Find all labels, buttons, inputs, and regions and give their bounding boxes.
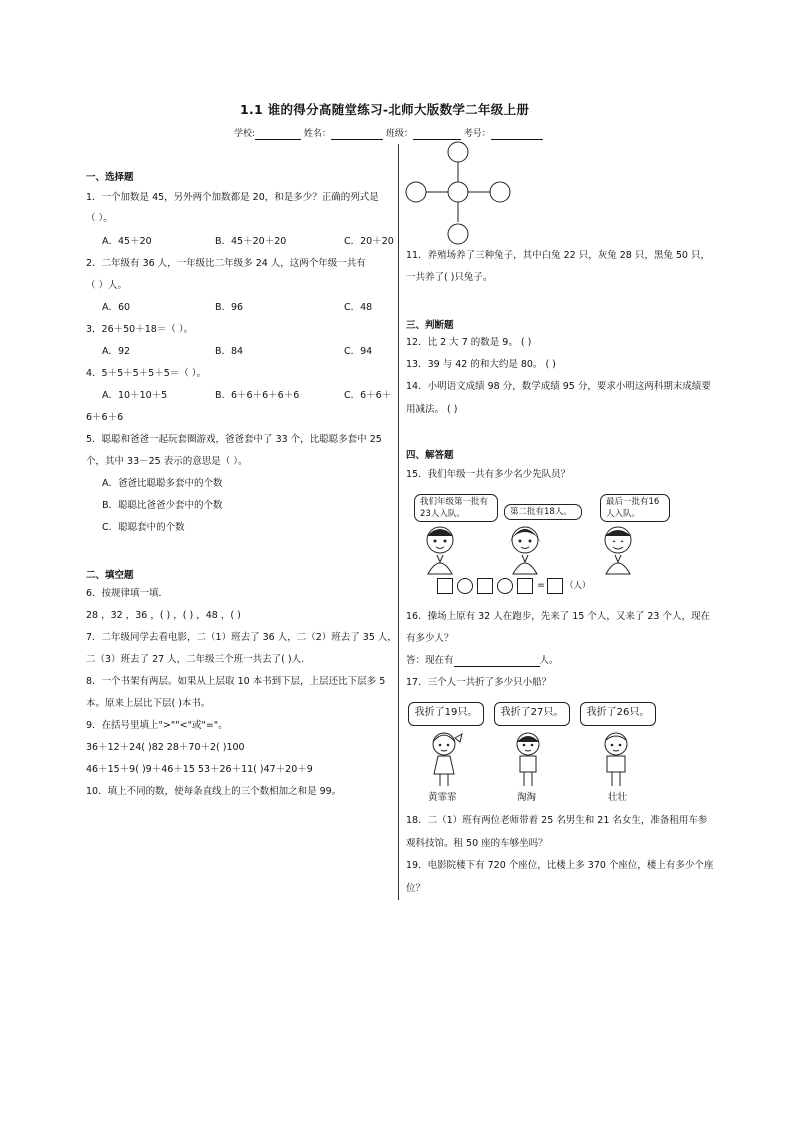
question-13[interactable]: 13．39 与 42 的和大约是 80。 ( ) bbox=[406, 359, 556, 370]
class-blank[interactable] bbox=[413, 129, 461, 140]
question-15: 15．我们年级一共有多少名少先队员？ bbox=[406, 469, 571, 480]
q5-option-b[interactable]: B．聪聪比爸爸少套中的个数 bbox=[102, 500, 223, 511]
q15-equals: = bbox=[537, 580, 545, 591]
q10-cross-diagram bbox=[404, 140, 516, 248]
question-14: 14．小明语文成绩 98 分，数学成绩 95 分，要求小明这两科期末成绩要 bbox=[406, 381, 711, 392]
question-2-cont: （ ）人。 bbox=[86, 280, 128, 291]
q15-unit: （人） bbox=[565, 581, 591, 591]
q16-answer-blank[interactable] bbox=[454, 656, 540, 667]
question-2: 2．二年级有 36 人，一年级比二年级多 24 人，这两个年级一共有 bbox=[86, 258, 366, 269]
question-19-cont: 位？ bbox=[406, 883, 426, 894]
question-9: 9．在括号里填上">""<"或"="。 bbox=[86, 720, 228, 731]
boy-zhuangzhuang-figure bbox=[605, 733, 627, 786]
question-17: 17．三个人一共折了多少只小船？ bbox=[406, 677, 552, 688]
q4-option-c-cont: 6＋6＋6 bbox=[86, 412, 124, 423]
question-6: 6．按规律填一填． bbox=[86, 588, 169, 599]
q15-answer-box-1[interactable] bbox=[437, 578, 453, 594]
q5-option-c[interactable]: C．聪聪套中的个数 bbox=[102, 522, 185, 533]
exam-no-blank[interactable] bbox=[491, 129, 543, 140]
question-18: 18．二（1）班有两位老师带着 25 名男生和 21 名女生，准备租用车参 bbox=[406, 815, 708, 826]
q1-option-a[interactable]: A．45＋20 bbox=[102, 236, 152, 247]
school-blank[interactable] bbox=[255, 129, 301, 140]
q15-answer-box-2[interactable] bbox=[477, 578, 493, 594]
q15-operator-circle-2[interactable] bbox=[497, 578, 513, 594]
q9-row-1[interactable]: 36＋12＋24( )82 28＋70＋2( )100 bbox=[86, 742, 245, 753]
question-16: 16．操场上原有 32 人在跑步，先来了 15 个人，又来了 23 个人，现在 bbox=[406, 611, 710, 622]
q9-row-2[interactable]: 46＋15＋9( )9＋46＋15 53＋26＋11( )47＋20＋9 bbox=[86, 764, 313, 775]
question-5-cont: 个，其中 33－25 表示的意思是（ ）。 bbox=[86, 456, 248, 467]
q16-answer-prefix: 答：现在有 bbox=[406, 655, 454, 666]
section-fill-heading: 二、填空题 bbox=[86, 570, 134, 581]
q17-name-2: 淘淘 bbox=[517, 792, 537, 803]
q2-option-a[interactable]: A．60 bbox=[102, 302, 131, 313]
name-label: 姓名： bbox=[303, 129, 331, 139]
student-info-line bbox=[234, 128, 543, 140]
q17-bubble-2: 我折了27只。 bbox=[494, 702, 570, 726]
q15-result-box[interactable] bbox=[547, 578, 563, 594]
q15-bubble-1: 我们年级第一批有23人入队。 bbox=[414, 494, 498, 522]
section-solve-heading: 四、解答题 bbox=[406, 450, 454, 461]
q15-bubble-2: 第二批有18人。 bbox=[504, 504, 582, 520]
diagram-circle-bottom[interactable] bbox=[448, 224, 468, 244]
q4-option-b[interactable]: B．6＋6＋6＋6＋6 bbox=[215, 390, 300, 401]
question-11: 11．养殖场养了三种兔子，其中白兔 22 只，灰兔 28 只，黑兔 50 只， bbox=[406, 250, 710, 261]
q1-option-b[interactable]: B．45＋20＋20 bbox=[215, 236, 287, 247]
q17-bubble-3: 我折了26只。 bbox=[580, 702, 656, 726]
question-18-cont: 观科技馆。租 50 座的车够坐吗？ bbox=[406, 838, 548, 849]
q1-option-c[interactable]: C．20＋20 bbox=[344, 236, 394, 247]
question-10: 10．填上不同的数，使每条直线上的三个数相加之和是 99。 bbox=[86, 786, 342, 797]
exam-no-label: 考号： bbox=[463, 129, 491, 139]
section-choice-heading: 一、选择题 bbox=[86, 172, 134, 183]
question-1: 1．一个加数是 45，另外两个加数都是 20，和是多少？正确的列式是 bbox=[86, 192, 379, 203]
q15-answer-box-3[interactable] bbox=[517, 578, 533, 594]
question-14-cont[interactable]: 用减法。 ( ) bbox=[406, 404, 458, 415]
question-5: 5．聪聪和爸爸一起玩套圈游戏，爸爸套中了 33 个，比聪聪多套中 25 bbox=[86, 434, 382, 445]
q16-answer-suffix: 人。 bbox=[539, 655, 559, 666]
diagram-circle-right[interactable] bbox=[490, 182, 510, 202]
question-4: 4．5＋5＋5＋5＋5＝（ ）。 bbox=[86, 368, 207, 379]
diagram-circle-left[interactable] bbox=[406, 182, 426, 202]
school-label: 学校: bbox=[234, 129, 256, 139]
question-11-cont[interactable]: 一共养了( )只兔子。 bbox=[406, 272, 493, 283]
child-2-figure bbox=[508, 527, 542, 574]
girl-figure bbox=[433, 733, 462, 786]
question-7-cont[interactable]: 二（3）班去了 27 人，二年级三个班一共去了( )人. bbox=[86, 654, 305, 665]
column-divider bbox=[398, 144, 399, 900]
q2-option-c[interactable]: C．48 bbox=[344, 302, 373, 313]
question-16-cont: 有多少人？ bbox=[406, 633, 454, 644]
q3-option-b[interactable]: B．84 bbox=[215, 346, 244, 357]
question-8: 8．一个书架有两层。如果从上层取 10 本书到下层，上层还比下层多 5 bbox=[86, 676, 386, 687]
q4-option-a[interactable]: A．10＋10＋5 bbox=[102, 390, 168, 401]
question-7: 7．二年级同学去看电影，二（1）班去了 36 人，二（2）班去了 35 人， bbox=[86, 632, 397, 643]
q16-answer-line bbox=[406, 655, 559, 667]
boy-taotao-figure bbox=[517, 733, 539, 786]
q17-children-illustration bbox=[420, 730, 650, 788]
diagram-circle-top[interactable] bbox=[448, 142, 468, 162]
q6-sequence[interactable]: 28 ，32 ，36 ，( ) ，( ) ，48 ，( ) bbox=[86, 610, 241, 621]
class-label: 班级： bbox=[385, 129, 413, 139]
question-1-cont: （ ）。 bbox=[86, 213, 113, 224]
q17-name-3: 壮壮 bbox=[608, 792, 628, 803]
q17-name-1: 黄霏霏 bbox=[428, 792, 457, 803]
q4-option-c[interactable]: C．6＋6＋ bbox=[344, 390, 392, 401]
q3-option-c[interactable]: C．94 bbox=[344, 346, 373, 357]
name-blank[interactable] bbox=[331, 129, 383, 140]
q15-operator-circle-1[interactable] bbox=[457, 578, 473, 594]
question-12[interactable]: 12．比 2 大 7 的数是 9。 ( ) bbox=[406, 337, 532, 348]
q15-children-illustration bbox=[418, 522, 668, 578]
section-judge-heading: 三、判断题 bbox=[406, 320, 454, 331]
q3-option-a[interactable]: A．92 bbox=[102, 346, 131, 357]
diagram-circle-center[interactable] bbox=[448, 182, 468, 202]
q17-bubble-1: 我折了19只。 bbox=[408, 702, 484, 726]
q5-option-a[interactable]: A．爸爸比聪聪多套中的个数 bbox=[102, 478, 223, 489]
child-1-figure bbox=[427, 527, 453, 574]
q2-option-b[interactable]: B．96 bbox=[215, 302, 244, 313]
question-8-cont[interactable]: 本。原来上层比下层( )本书。 bbox=[86, 698, 211, 709]
question-19: 19．电影院楼下有 720 个座位，比楼上多 370 个座位，楼上有多少个座 bbox=[406, 860, 714, 871]
page-title: 1.1 谁的得分高随堂练习-北师大版数学二年级上册 bbox=[240, 102, 530, 117]
question-3: 3．26＋50＋18＝（ ）。 bbox=[86, 324, 194, 335]
q15-bubble-3: 最后一批有16人入队。 bbox=[600, 494, 670, 522]
child-3-figure bbox=[605, 527, 631, 574]
